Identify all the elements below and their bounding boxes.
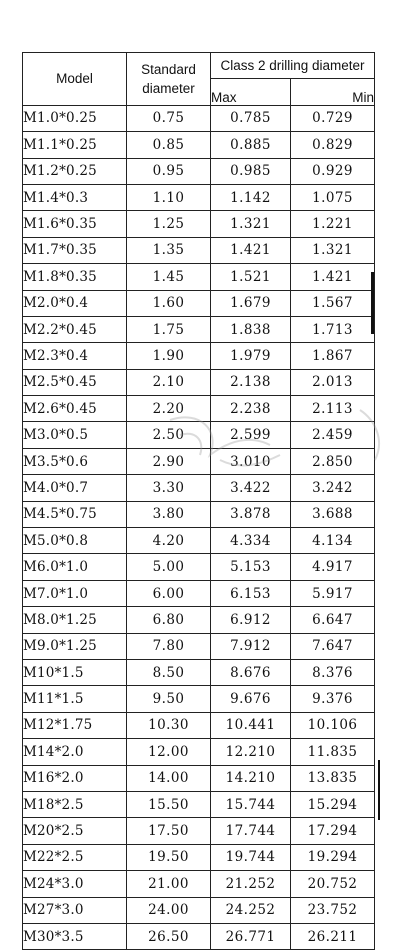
cell-min: 7.647 — [291, 633, 375, 659]
cell-standard: 7.80 — [127, 633, 211, 659]
cell-model: M12*1.75 — [23, 712, 127, 738]
cell-min: 13.835 — [291, 765, 375, 791]
cell-standard: 15.50 — [127, 791, 211, 817]
cell-model: M16*2.0 — [23, 765, 127, 791]
table-row — [23, 290, 375, 316]
table-row — [23, 739, 375, 765]
cell-max: 1.521 — [211, 264, 291, 290]
cell-model: M1.6*0.35 — [23, 211, 127, 237]
table-row — [23, 369, 375, 395]
cell-max: 10.441 — [211, 712, 291, 738]
cell-min: 23.752 — [291, 897, 375, 923]
cell-model: M24*3.0 — [23, 871, 127, 897]
cell-max: 1.321 — [211, 211, 291, 237]
table-row — [23, 316, 375, 342]
cell-standard: 1.75 — [127, 316, 211, 342]
cell-standard: 2.90 — [127, 448, 211, 474]
cell-max: 3.010 — [211, 448, 291, 474]
table-row — [23, 422, 375, 448]
cell-standard: 21.00 — [127, 871, 211, 897]
cell-max: 5.153 — [211, 554, 291, 580]
cell-model: M6.0*1.0 — [23, 554, 127, 580]
cell-standard: 26.50 — [127, 923, 211, 949]
cell-min: 2.459 — [291, 422, 375, 448]
cell-min: 20.752 — [291, 871, 375, 897]
cell-max: 19.744 — [211, 844, 291, 870]
cell-standard: 9.50 — [127, 686, 211, 712]
cell-min: 4.917 — [291, 554, 375, 580]
cell-min: 2.013 — [291, 369, 375, 395]
cell-max: 0.785 — [211, 105, 291, 131]
cell-max: 3.878 — [211, 501, 291, 527]
cell-min: 11.835 — [291, 739, 375, 765]
cell-model: M5.0*0.8 — [23, 528, 127, 554]
cell-model: M18*2.5 — [23, 791, 127, 817]
cell-model: M1.2*0.25 — [23, 158, 127, 184]
cell-model: M1.8*0.35 — [23, 264, 127, 290]
cell-standard: 4.20 — [127, 528, 211, 554]
edge-mark-top — [371, 272, 374, 334]
header-standard-line1: Standard — [141, 61, 196, 77]
table-row — [23, 211, 375, 237]
cell-standard: 1.90 — [127, 343, 211, 369]
cell-max: 1.838 — [211, 316, 291, 342]
cell-model: M11*1.5 — [23, 686, 127, 712]
table-row — [23, 264, 375, 290]
table-row — [23, 712, 375, 738]
edge-mark-bottom — [378, 760, 380, 820]
cell-max: 1.421 — [211, 237, 291, 263]
cell-max: 12.210 — [211, 739, 291, 765]
cell-min: 3.242 — [291, 475, 375, 501]
cell-model: M2.6*0.45 — [23, 396, 127, 422]
cell-max: 2.599 — [211, 422, 291, 448]
cell-max: 4.334 — [211, 528, 291, 554]
cell-min: 4.134 — [291, 528, 375, 554]
cell-model: M8.0*1.25 — [23, 607, 127, 633]
cell-min: 8.376 — [291, 659, 375, 685]
cell-model: M2.2*0.45 — [23, 316, 127, 342]
cell-model: M14*2.0 — [23, 739, 127, 765]
table-row — [23, 844, 375, 870]
cell-max: 14.210 — [211, 765, 291, 791]
cell-max: 0.885 — [211, 132, 291, 158]
table-row — [23, 633, 375, 659]
cell-standard: 17.50 — [127, 818, 211, 844]
cell-max: 8.676 — [211, 659, 291, 685]
table-row — [23, 158, 375, 184]
cell-standard: 1.25 — [127, 211, 211, 237]
cell-max: 1.142 — [211, 184, 291, 210]
table-row — [23, 554, 375, 580]
table-row — [23, 580, 375, 606]
cell-min: 2.113 — [291, 396, 375, 422]
cell-model: M10*1.5 — [23, 659, 127, 685]
table-row — [23, 105, 375, 131]
cell-model: M1.4*0.3 — [23, 184, 127, 210]
cell-standard: 1.10 — [127, 184, 211, 210]
table-row — [23, 923, 375, 949]
cell-min: 1.867 — [291, 343, 375, 369]
cell-standard: 5.00 — [127, 554, 211, 580]
table-row — [23, 501, 375, 527]
cell-standard: 19.50 — [127, 844, 211, 870]
cell-model: M9.0*1.25 — [23, 633, 127, 659]
table-row — [23, 475, 375, 501]
cell-min: 1.567 — [291, 290, 375, 316]
cell-max: 0.985 — [211, 158, 291, 184]
cell-standard: 0.95 — [127, 158, 211, 184]
drill-size-table-sheet — [22, 52, 374, 950]
drill-size-table — [22, 52, 375, 950]
cell-model: M4.0*0.7 — [23, 475, 127, 501]
cell-standard: 3.80 — [127, 501, 211, 527]
cell-min: 3.688 — [291, 501, 375, 527]
table-row — [23, 791, 375, 817]
cell-min: 19.294 — [291, 844, 375, 870]
table-row — [23, 818, 375, 844]
cell-model: M4.5*0.75 — [23, 501, 127, 527]
cell-standard: 2.50 — [127, 422, 211, 448]
cell-max: 24.252 — [211, 897, 291, 923]
cell-standard: 10.30 — [127, 712, 211, 738]
cell-model: M7.0*1.0 — [23, 580, 127, 606]
cell-min: 1.221 — [291, 211, 375, 237]
cell-max: 2.238 — [211, 396, 291, 422]
table-row — [23, 897, 375, 923]
cell-standard: 1.35 — [127, 237, 211, 263]
cell-min: 6.647 — [291, 607, 375, 633]
cell-standard: 8.50 — [127, 659, 211, 685]
cell-model: M3.5*0.6 — [23, 448, 127, 474]
cell-max: 15.744 — [211, 791, 291, 817]
cell-max: 26.771 — [211, 923, 291, 949]
cell-min: 1.713 — [291, 316, 375, 342]
table-row — [23, 184, 375, 210]
header-model: Model — [23, 53, 127, 106]
cell-min: 0.729 — [291, 105, 375, 131]
table-row — [23, 871, 375, 897]
cell-model: M1.1*0.25 — [23, 132, 127, 158]
cell-standard: 1.60 — [127, 290, 211, 316]
table-header-row — [23, 53, 375, 79]
cell-max: 3.422 — [211, 475, 291, 501]
cell-min: 1.421 — [291, 264, 375, 290]
cell-min: 0.929 — [291, 158, 375, 184]
cell-min: 2.850 — [291, 448, 375, 474]
cell-standard: 6.00 — [127, 580, 211, 606]
cell-standard: 14.00 — [127, 765, 211, 791]
table-row — [23, 132, 375, 158]
cell-standard: 6.80 — [127, 607, 211, 633]
cell-min: 10.106 — [291, 712, 375, 738]
table-row — [23, 686, 375, 712]
cell-model: M1.0*0.25 — [23, 105, 127, 131]
cell-model: M20*2.5 — [23, 818, 127, 844]
cell-standard: 12.00 — [127, 739, 211, 765]
cell-max: 17.744 — [211, 818, 291, 844]
table-row — [23, 448, 375, 474]
table-row — [23, 528, 375, 554]
header-max: Max — [211, 79, 291, 105]
cell-standard: 0.75 — [127, 105, 211, 131]
cell-model: M2.5*0.45 — [23, 369, 127, 395]
cell-min: 1.075 — [291, 184, 375, 210]
cell-model: M30*3.5 — [23, 923, 127, 949]
table-row — [23, 765, 375, 791]
table-row — [23, 343, 375, 369]
cell-max: 7.912 — [211, 633, 291, 659]
header-standard-line2: diameter — [142, 80, 195, 96]
cell-max: 6.912 — [211, 607, 291, 633]
table-body — [23, 105, 375, 950]
cell-model: M3.0*0.5 — [23, 422, 127, 448]
cell-max: 6.153 — [211, 580, 291, 606]
header-class2-drilling-diameter: Class 2 drilling diameter — [211, 53, 375, 79]
table-row — [23, 607, 375, 633]
table-row — [23, 237, 375, 263]
cell-model: M1.7*0.35 — [23, 237, 127, 263]
cell-min: 1.321 — [291, 237, 375, 263]
cell-model: M22*2.5 — [23, 844, 127, 870]
cell-model: M27*3.0 — [23, 897, 127, 923]
cell-max: 2.138 — [211, 369, 291, 395]
cell-max: 1.979 — [211, 343, 291, 369]
cell-min: 26.211 — [291, 923, 375, 949]
header-standard-diameter — [127, 53, 211, 106]
cell-min: 17.294 — [291, 818, 375, 844]
cell-standard: 24.00 — [127, 897, 211, 923]
cell-model: M2.0*0.4 — [23, 290, 127, 316]
cell-max: 21.252 — [211, 871, 291, 897]
cell-standard: 2.10 — [127, 369, 211, 395]
table-row — [23, 396, 375, 422]
cell-standard: 2.20 — [127, 396, 211, 422]
cell-max: 9.676 — [211, 686, 291, 712]
cell-min: 15.294 — [291, 791, 375, 817]
cell-min: 9.376 — [291, 686, 375, 712]
cell-min: 5.917 — [291, 580, 375, 606]
header-min: Min — [291, 79, 375, 105]
cell-standard: 1.45 — [127, 264, 211, 290]
cell-model: M2.3*0.4 — [23, 343, 127, 369]
cell-standard: 3.30 — [127, 475, 211, 501]
cell-min: 0.829 — [291, 132, 375, 158]
cell-standard: 0.85 — [127, 132, 211, 158]
table-row — [23, 659, 375, 685]
cell-max: 1.679 — [211, 290, 291, 316]
